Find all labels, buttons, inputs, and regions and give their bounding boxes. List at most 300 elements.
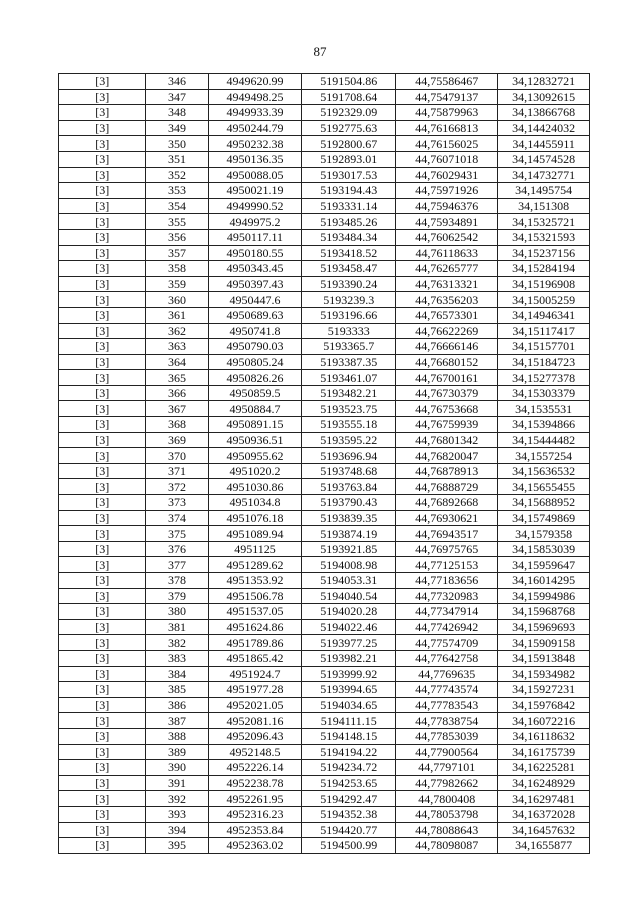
reference-cell: [3] — [59, 432, 146, 448]
x-coordinate-cell: 4951537.05 — [208, 604, 302, 620]
x-coordinate-cell: 4952226.14 — [208, 760, 302, 776]
y-coordinate-cell: 5193239.3 — [302, 292, 396, 308]
longitude-cell: 34,15117417 — [498, 323, 590, 339]
latitude-cell: 44,7797101 — [396, 760, 498, 776]
x-coordinate-cell: 4952081.16 — [208, 713, 302, 729]
longitude-cell: 34,15325721 — [498, 214, 590, 230]
longitude-cell: 34,16118632 — [498, 728, 590, 744]
x-coordinate-cell: 4950826.26 — [208, 370, 302, 386]
table-row — [59, 276, 590, 292]
reference-cell: [3] — [59, 760, 146, 776]
longitude-cell: 34,1557254 — [498, 448, 590, 464]
table-row — [59, 604, 590, 620]
y-coordinate-cell: 5192800.67 — [302, 136, 396, 152]
longitude-cell: 34,16175739 — [498, 744, 590, 760]
x-coordinate-cell: 4950936.51 — [208, 432, 302, 448]
x-coordinate-cell: 4950397.43 — [208, 276, 302, 292]
reference-cell: [3] — [59, 775, 146, 791]
latitude-cell: 44,75479137 — [396, 89, 498, 105]
point-number-cell: 368 — [146, 417, 208, 433]
x-coordinate-cell: 4951865.42 — [208, 650, 302, 666]
table-row — [59, 307, 590, 323]
reference-cell: [3] — [59, 588, 146, 604]
y-coordinate-cell: 5193921.85 — [302, 541, 396, 557]
table-row — [59, 635, 590, 651]
y-coordinate-cell: 5194022.46 — [302, 619, 396, 635]
point-number-cell: 377 — [146, 557, 208, 573]
x-coordinate-cell: 4950790.03 — [208, 339, 302, 355]
point-number-cell: 374 — [146, 510, 208, 526]
latitude-cell: 44,76943517 — [396, 526, 498, 542]
reference-cell: [3] — [59, 728, 146, 744]
table-row — [59, 822, 590, 838]
page-number: 87 — [313, 44, 327, 59]
y-coordinate-cell: 5193461.07 — [302, 370, 396, 386]
longitude-cell: 34,15196908 — [498, 276, 590, 292]
latitude-cell: 44,76878913 — [396, 463, 498, 479]
reference-cell: [3] — [59, 697, 146, 713]
table-row — [59, 370, 590, 386]
table-row — [59, 198, 590, 214]
point-number-cell: 365 — [146, 370, 208, 386]
latitude-cell: 44,75879963 — [396, 105, 498, 121]
point-number-cell: 392 — [146, 791, 208, 807]
y-coordinate-cell: 5193595.22 — [302, 432, 396, 448]
table-row — [59, 526, 590, 542]
x-coordinate-cell: 4949990.52 — [208, 198, 302, 214]
reference-cell: [3] — [59, 167, 146, 183]
y-coordinate-cell: 5193482.21 — [302, 385, 396, 401]
x-coordinate-cell: 4951034.8 — [208, 495, 302, 511]
x-coordinate-cell: 4950088.05 — [208, 167, 302, 183]
y-coordinate-cell: 5193994.65 — [302, 682, 396, 698]
longitude-cell: 34,13092615 — [498, 89, 590, 105]
table-row — [59, 682, 590, 698]
x-coordinate-cell: 4949620.99 — [208, 74, 302, 90]
latitude-cell: 44,78098087 — [396, 838, 498, 854]
point-number-cell: 360 — [146, 292, 208, 308]
latitude-cell: 44,76118633 — [396, 245, 498, 261]
latitude-cell: 44,77642758 — [396, 650, 498, 666]
longitude-cell: 34,16297481 — [498, 791, 590, 807]
x-coordinate-cell: 4951089.94 — [208, 526, 302, 542]
y-coordinate-cell: 5193418.52 — [302, 245, 396, 261]
y-coordinate-cell: 5194292.47 — [302, 791, 396, 807]
reference-cell: [3] — [59, 261, 146, 277]
longitude-cell: 34,16014295 — [498, 573, 590, 589]
point-number-cell: 391 — [146, 775, 208, 791]
longitude-cell: 34,15321593 — [498, 229, 590, 245]
latitude-cell: 44,77320983 — [396, 588, 498, 604]
x-coordinate-cell: 4949975.2 — [208, 214, 302, 230]
reference-cell: [3] — [59, 713, 146, 729]
point-number-cell: 348 — [146, 105, 208, 121]
point-number-cell: 359 — [146, 276, 208, 292]
reference-cell: [3] — [59, 541, 146, 557]
reference-cell: [3] — [59, 385, 146, 401]
table-row — [59, 463, 590, 479]
longitude-cell: 34,15636532 — [498, 463, 590, 479]
reference-cell: [3] — [59, 791, 146, 807]
table-row — [59, 806, 590, 822]
latitude-cell: 44,77426942 — [396, 619, 498, 635]
longitude-cell: 34,1655877 — [498, 838, 590, 854]
reference-cell: [3] — [59, 339, 146, 355]
reference-cell: [3] — [59, 838, 146, 854]
x-coordinate-cell: 4950180.55 — [208, 245, 302, 261]
x-coordinate-cell: 4952353.84 — [208, 822, 302, 838]
latitude-cell: 44,77853039 — [396, 728, 498, 744]
point-number-cell: 347 — [146, 89, 208, 105]
x-coordinate-cell: 4950741.8 — [208, 323, 302, 339]
point-number-cell: 356 — [146, 229, 208, 245]
point-number-cell: 384 — [146, 666, 208, 682]
point-number-cell: 381 — [146, 619, 208, 635]
latitude-cell: 44,76930621 — [396, 510, 498, 526]
reference-cell: [3] — [59, 557, 146, 573]
latitude-cell: 44,76700161 — [396, 370, 498, 386]
y-coordinate-cell: 5192893.01 — [302, 151, 396, 167]
latitude-cell: 44,7800408 — [396, 791, 498, 807]
reference-cell: [3] — [59, 276, 146, 292]
y-coordinate-cell: 5193485.26 — [302, 214, 396, 230]
reference-cell: [3] — [59, 151, 146, 167]
latitude-cell: 44,77183656 — [396, 573, 498, 589]
table-row — [59, 401, 590, 417]
table-row — [59, 245, 590, 261]
point-number-cell: 354 — [146, 198, 208, 214]
y-coordinate-cell: 5194148.15 — [302, 728, 396, 744]
longitude-cell: 34,15959647 — [498, 557, 590, 573]
table-row — [59, 432, 590, 448]
point-number-cell: 353 — [146, 183, 208, 199]
y-coordinate-cell: 5193365.7 — [302, 339, 396, 355]
table-row — [59, 728, 590, 744]
point-number-cell: 390 — [146, 760, 208, 776]
reference-cell: [3] — [59, 229, 146, 245]
point-number-cell: 369 — [146, 432, 208, 448]
y-coordinate-cell: 5194234.72 — [302, 760, 396, 776]
longitude-cell: 34,14946341 — [498, 307, 590, 323]
point-number-cell: 357 — [146, 245, 208, 261]
x-coordinate-cell: 4950232.38 — [208, 136, 302, 152]
y-coordinate-cell: 5193484.34 — [302, 229, 396, 245]
longitude-cell: 34,15005259 — [498, 292, 590, 308]
longitude-cell: 34,1495754 — [498, 183, 590, 199]
longitude-cell: 34,16225281 — [498, 760, 590, 776]
latitude-cell: 44,76265777 — [396, 261, 498, 277]
reference-cell: [3] — [59, 495, 146, 511]
point-number-cell: 367 — [146, 401, 208, 417]
longitude-cell: 34,12832721 — [498, 74, 590, 90]
table-row — [59, 838, 590, 854]
reference-cell: [3] — [59, 822, 146, 838]
x-coordinate-cell: 4952238.78 — [208, 775, 302, 791]
latitude-cell: 44,76753668 — [396, 401, 498, 417]
longitude-cell: 34,15976842 — [498, 697, 590, 713]
reference-cell: [3] — [59, 448, 146, 464]
y-coordinate-cell: 5194040.54 — [302, 588, 396, 604]
longitude-cell: 34,14574528 — [498, 151, 590, 167]
point-number-cell: 389 — [146, 744, 208, 760]
point-number-cell: 385 — [146, 682, 208, 698]
x-coordinate-cell: 4951125 — [208, 541, 302, 557]
table-row — [59, 183, 590, 199]
table-row — [59, 105, 590, 121]
point-number-cell: 366 — [146, 385, 208, 401]
latitude-cell: 44,77838754 — [396, 713, 498, 729]
point-number-cell: 376 — [146, 541, 208, 557]
latitude-cell: 44,77574709 — [396, 635, 498, 651]
table-row — [59, 619, 590, 635]
table-row — [59, 261, 590, 277]
table-row — [59, 167, 590, 183]
reference-cell: [3] — [59, 105, 146, 121]
y-coordinate-cell: 5193696.94 — [302, 448, 396, 464]
latitude-cell: 44,76820047 — [396, 448, 498, 464]
y-coordinate-cell: 5194008.98 — [302, 557, 396, 573]
reference-cell: [3] — [59, 245, 146, 261]
longitude-cell: 34,16372028 — [498, 806, 590, 822]
x-coordinate-cell: 4950884.7 — [208, 401, 302, 417]
y-coordinate-cell: 5194034.65 — [302, 697, 396, 713]
longitude-cell: 34,15394866 — [498, 417, 590, 433]
longitude-cell: 34,14455911 — [498, 136, 590, 152]
table-row — [59, 229, 590, 245]
reference-cell: [3] — [59, 136, 146, 152]
latitude-cell: 44,76730379 — [396, 385, 498, 401]
latitude-cell: 44,77347914 — [396, 604, 498, 620]
x-coordinate-cell: 4950244.79 — [208, 120, 302, 136]
table-row — [59, 89, 590, 105]
latitude-cell: 44,76975765 — [396, 541, 498, 557]
table-row — [59, 791, 590, 807]
reference-cell: [3] — [59, 354, 146, 370]
point-number-cell: 380 — [146, 604, 208, 620]
reference-cell: [3] — [59, 292, 146, 308]
reference-cell: [3] — [59, 526, 146, 542]
point-number-cell: 373 — [146, 495, 208, 511]
x-coordinate-cell: 4949933.39 — [208, 105, 302, 121]
y-coordinate-cell: 5194194.22 — [302, 744, 396, 760]
point-number-cell: 371 — [146, 463, 208, 479]
y-coordinate-cell: 5192775.63 — [302, 120, 396, 136]
x-coordinate-cell: 4952316.23 — [208, 806, 302, 822]
x-coordinate-cell: 4952363.02 — [208, 838, 302, 854]
reference-cell: [3] — [59, 198, 146, 214]
longitude-cell: 34,14424032 — [498, 120, 590, 136]
point-number-cell: 378 — [146, 573, 208, 589]
x-coordinate-cell: 4950447.6 — [208, 292, 302, 308]
point-number-cell: 383 — [146, 650, 208, 666]
reference-cell: [3] — [59, 401, 146, 417]
reference-cell: [3] — [59, 650, 146, 666]
reference-cell: [3] — [59, 307, 146, 323]
point-number-cell: 375 — [146, 526, 208, 542]
reference-cell: [3] — [59, 604, 146, 620]
table-row — [59, 479, 590, 495]
reference-cell: [3] — [59, 666, 146, 682]
table-row — [59, 557, 590, 573]
x-coordinate-cell: 4951289.62 — [208, 557, 302, 573]
table-row — [59, 495, 590, 511]
reference-cell: [3] — [59, 214, 146, 230]
x-coordinate-cell: 4950117.11 — [208, 229, 302, 245]
latitude-cell: 44,76573301 — [396, 307, 498, 323]
point-number-cell: 351 — [146, 151, 208, 167]
y-coordinate-cell: 5191708.64 — [302, 89, 396, 105]
x-coordinate-cell: 4950805.24 — [208, 354, 302, 370]
x-coordinate-cell: 4950343.45 — [208, 261, 302, 277]
y-coordinate-cell: 5194352.38 — [302, 806, 396, 822]
longitude-cell: 34,15284194 — [498, 261, 590, 277]
reference-cell: [3] — [59, 463, 146, 479]
reference-cell: [3] — [59, 89, 146, 105]
y-coordinate-cell: 5192329.09 — [302, 105, 396, 121]
longitude-cell: 34,16457632 — [498, 822, 590, 838]
table-row — [59, 292, 590, 308]
reference-cell: [3] — [59, 806, 146, 822]
table-row — [59, 323, 590, 339]
point-number-cell: 346 — [146, 74, 208, 90]
x-coordinate-cell: 4951020.2 — [208, 463, 302, 479]
y-coordinate-cell: 5193982.21 — [302, 650, 396, 666]
point-number-cell: 372 — [146, 479, 208, 495]
x-coordinate-cell: 4950955.62 — [208, 448, 302, 464]
point-number-cell: 352 — [146, 167, 208, 183]
latitude-cell: 44,76622269 — [396, 323, 498, 339]
y-coordinate-cell: 5193999.92 — [302, 666, 396, 682]
longitude-cell: 34,15237156 — [498, 245, 590, 261]
table-row — [59, 588, 590, 604]
latitude-cell: 44,78053798 — [396, 806, 498, 822]
table-row — [59, 136, 590, 152]
x-coordinate-cell: 4950136.35 — [208, 151, 302, 167]
x-coordinate-cell: 4951924.7 — [208, 666, 302, 682]
latitude-cell: 44,76888729 — [396, 479, 498, 495]
latitude-cell: 44,77900564 — [396, 744, 498, 760]
y-coordinate-cell: 5193790.43 — [302, 495, 396, 511]
longitude-cell: 34,151308 — [498, 198, 590, 214]
latitude-cell: 44,75586467 — [396, 74, 498, 90]
latitude-cell: 44,75934891 — [396, 214, 498, 230]
point-number-cell: 387 — [146, 713, 208, 729]
x-coordinate-cell: 4952261.95 — [208, 791, 302, 807]
reference-cell: [3] — [59, 323, 146, 339]
x-coordinate-cell: 4949498.25 — [208, 89, 302, 105]
point-number-cell: 362 — [146, 323, 208, 339]
longitude-cell: 34,15968768 — [498, 604, 590, 620]
table-row — [59, 151, 590, 167]
x-coordinate-cell: 4950891.15 — [208, 417, 302, 433]
table-row — [59, 385, 590, 401]
longitude-cell: 34,15277378 — [498, 370, 590, 386]
x-coordinate-cell: 4952096.43 — [208, 728, 302, 744]
point-number-cell: 388 — [146, 728, 208, 744]
longitude-cell: 34,15969693 — [498, 619, 590, 635]
y-coordinate-cell: 5193390.24 — [302, 276, 396, 292]
y-coordinate-cell: 5193748.68 — [302, 463, 396, 479]
longitude-cell: 34,15913848 — [498, 650, 590, 666]
table-row — [59, 775, 590, 791]
table-row — [59, 448, 590, 464]
table-row — [59, 417, 590, 433]
latitude-cell: 44,77125153 — [396, 557, 498, 573]
x-coordinate-cell: 4951506.78 — [208, 588, 302, 604]
y-coordinate-cell: 5191504.86 — [302, 74, 396, 90]
longitude-cell: 34,1535531 — [498, 401, 590, 417]
reference-cell: [3] — [59, 417, 146, 433]
reference-cell: [3] — [59, 479, 146, 495]
y-coordinate-cell: 5194253.65 — [302, 775, 396, 791]
latitude-cell: 44,75971926 — [396, 183, 498, 199]
x-coordinate-cell: 4950021.19 — [208, 183, 302, 199]
point-number-cell: 379 — [146, 588, 208, 604]
reference-cell: [3] — [59, 744, 146, 760]
y-coordinate-cell: 5193331.14 — [302, 198, 396, 214]
point-number-cell: 382 — [146, 635, 208, 651]
y-coordinate-cell: 5193763.84 — [302, 479, 396, 495]
y-coordinate-cell: 5193523.75 — [302, 401, 396, 417]
reference-cell: [3] — [59, 74, 146, 90]
y-coordinate-cell: 5193977.25 — [302, 635, 396, 651]
latitude-cell: 44,75946376 — [396, 198, 498, 214]
latitude-cell: 44,76680152 — [396, 354, 498, 370]
latitude-cell: 44,76313321 — [396, 276, 498, 292]
y-coordinate-cell: 5193017.53 — [302, 167, 396, 183]
x-coordinate-cell: 4950689.63 — [208, 307, 302, 323]
x-coordinate-cell: 4951624.86 — [208, 619, 302, 635]
point-number-cell: 358 — [146, 261, 208, 277]
latitude-cell: 44,77982662 — [396, 775, 498, 791]
longitude-cell: 34,15909158 — [498, 635, 590, 651]
table-row — [59, 760, 590, 776]
y-coordinate-cell: 5193196.66 — [302, 307, 396, 323]
table-row — [59, 666, 590, 682]
reference-cell: [3] — [59, 370, 146, 386]
point-number-cell: 394 — [146, 822, 208, 838]
coordinates-table-body — [59, 74, 590, 854]
y-coordinate-cell: 5194111.15 — [302, 713, 396, 729]
table-row — [59, 541, 590, 557]
y-coordinate-cell: 5193194.43 — [302, 183, 396, 199]
longitude-cell: 34,16248929 — [498, 775, 590, 791]
longitude-cell: 34,15934982 — [498, 666, 590, 682]
point-number-cell: 386 — [146, 697, 208, 713]
coordinates-table — [58, 73, 590, 854]
reference-cell: [3] — [59, 573, 146, 589]
reference-cell: [3] — [59, 120, 146, 136]
latitude-cell: 44,7769635 — [396, 666, 498, 682]
latitude-cell: 44,76666146 — [396, 339, 498, 355]
reference-cell: [3] — [59, 619, 146, 635]
x-coordinate-cell: 4951076.18 — [208, 510, 302, 526]
reference-cell: [3] — [59, 682, 146, 698]
latitude-cell: 44,76029431 — [396, 167, 498, 183]
x-coordinate-cell: 4952021.05 — [208, 697, 302, 713]
latitude-cell: 44,76759939 — [396, 417, 498, 433]
y-coordinate-cell: 5194020.28 — [302, 604, 396, 620]
longitude-cell: 34,15655455 — [498, 479, 590, 495]
point-number-cell: 363 — [146, 339, 208, 355]
x-coordinate-cell: 4951977.28 — [208, 682, 302, 698]
longitude-cell: 34,15303379 — [498, 385, 590, 401]
table-row — [59, 354, 590, 370]
latitude-cell: 44,76892668 — [396, 495, 498, 511]
reference-cell: [3] — [59, 183, 146, 199]
table-row — [59, 339, 590, 355]
table-row — [59, 74, 590, 90]
